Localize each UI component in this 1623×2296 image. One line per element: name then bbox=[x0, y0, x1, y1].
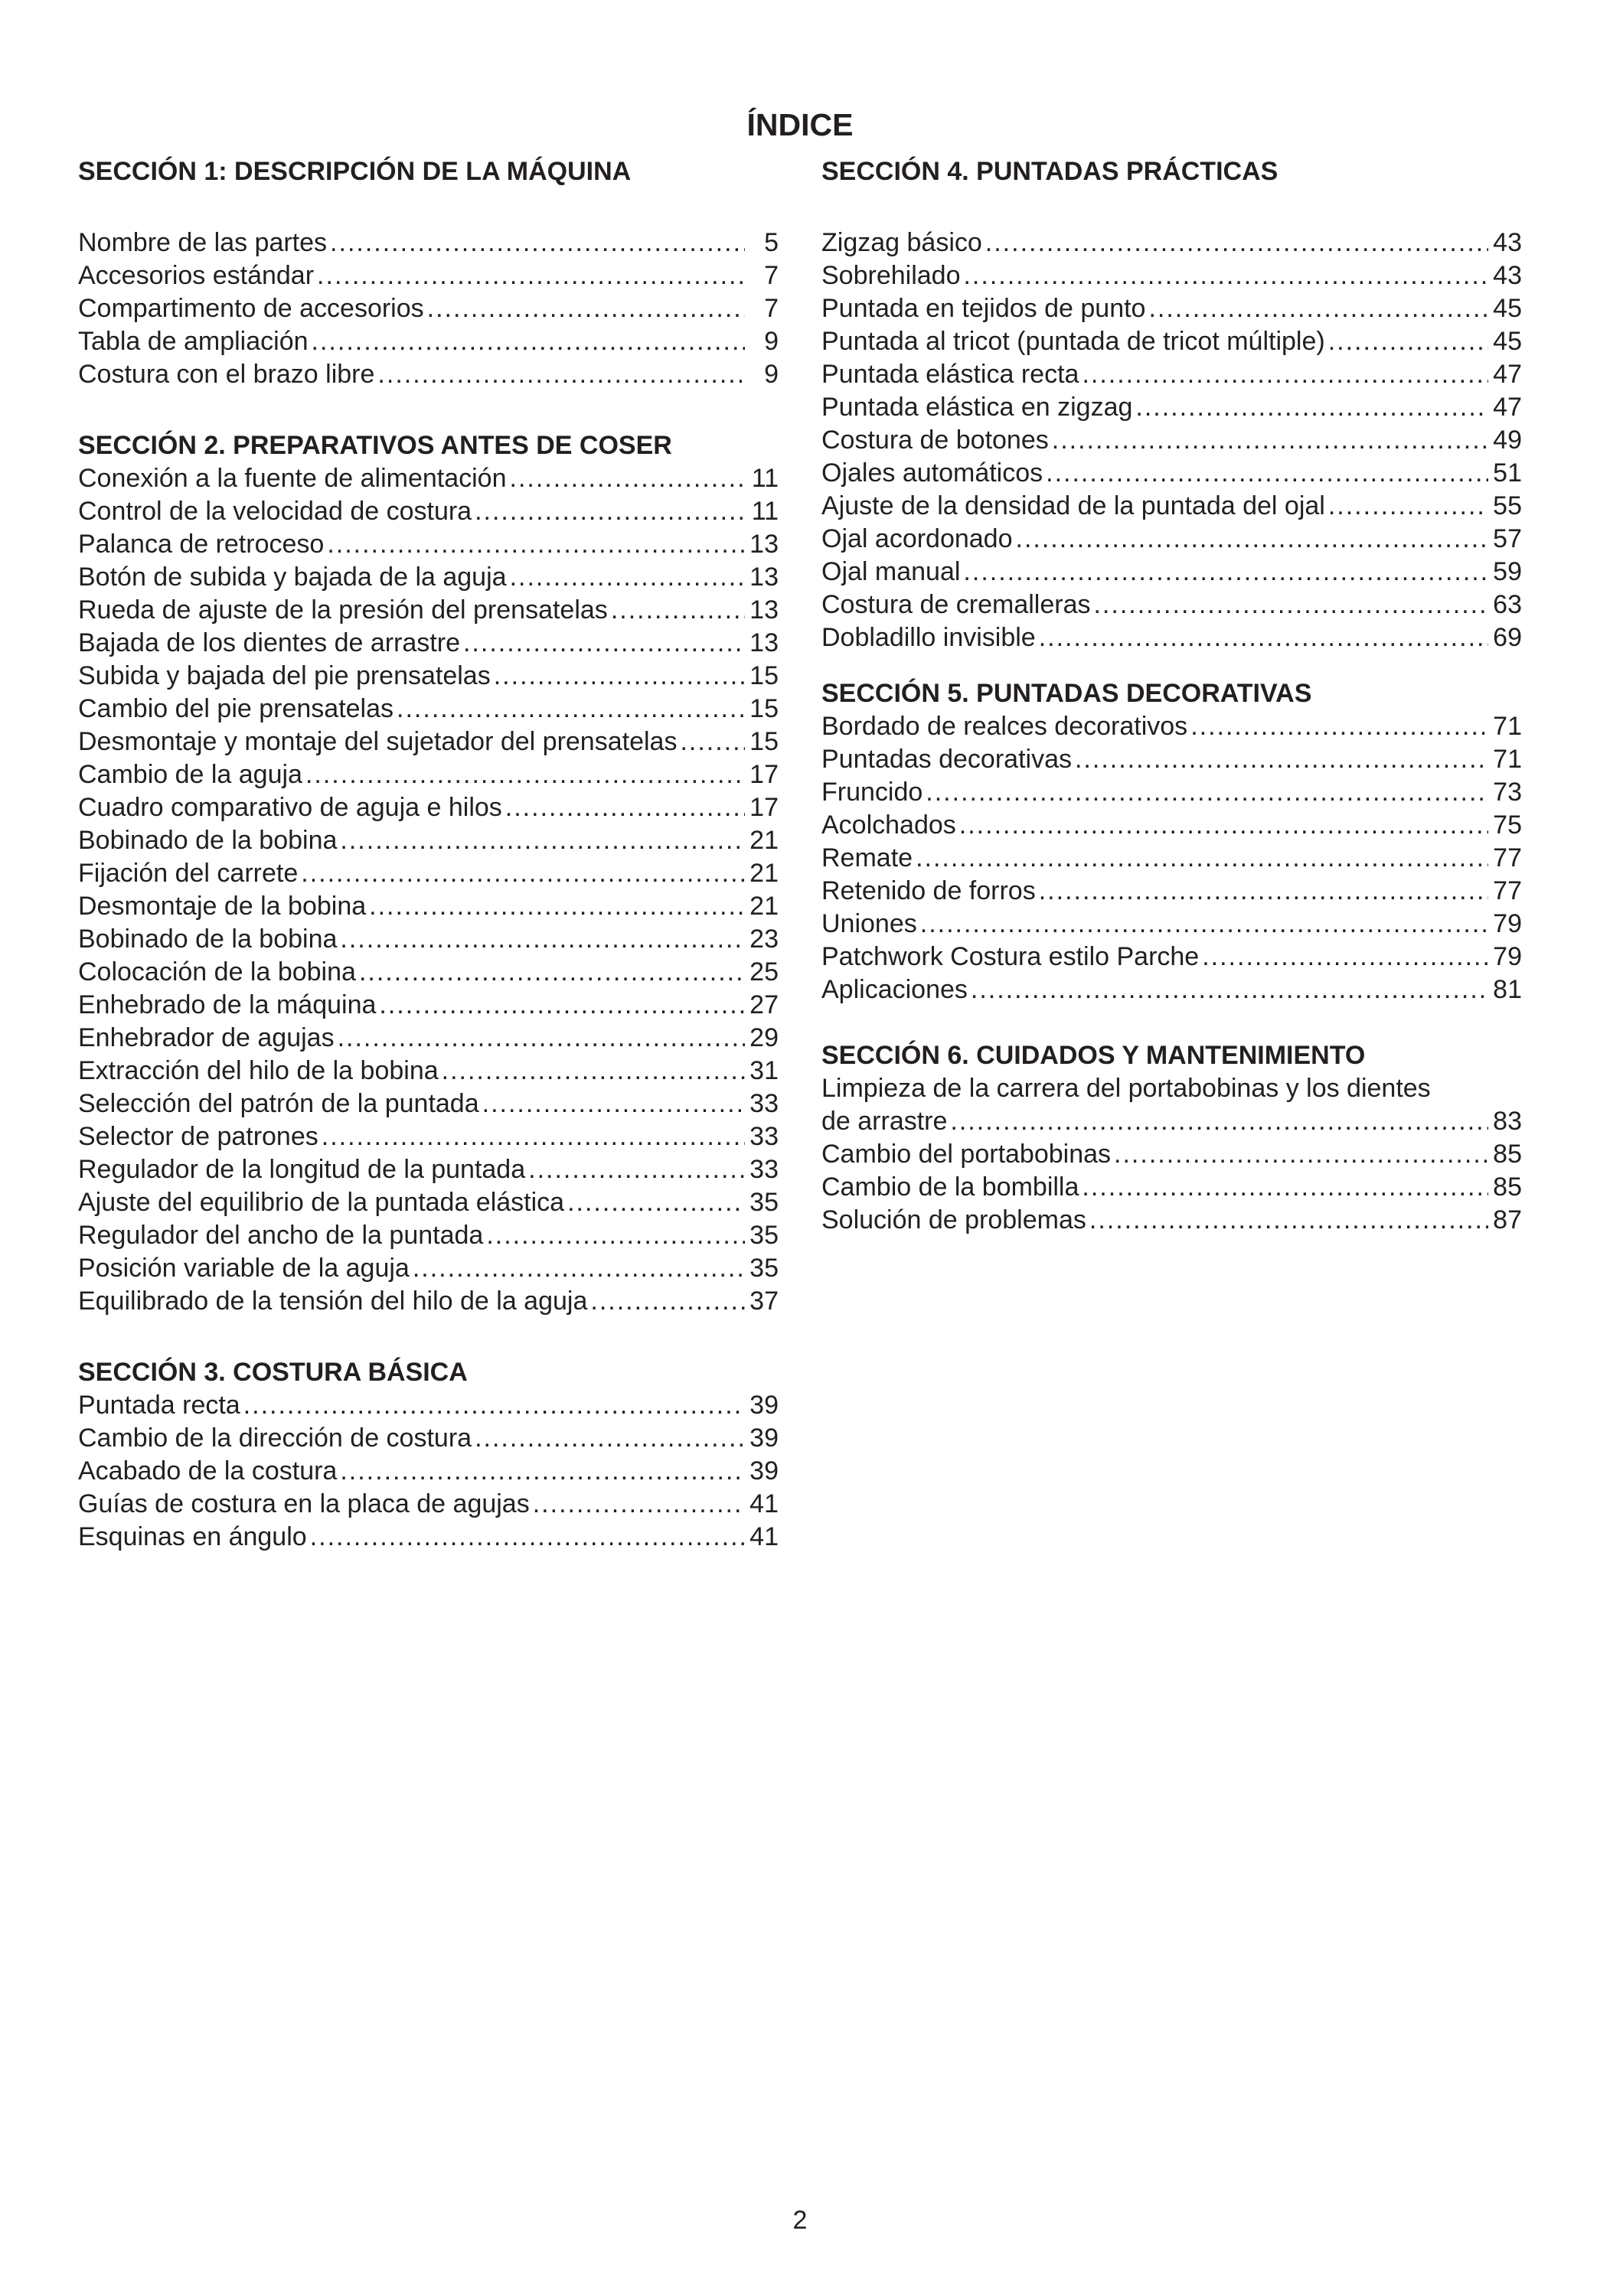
toc-entry-page: 17 bbox=[749, 760, 779, 789]
toc-entry-label: Dobladillo invisible bbox=[821, 623, 1036, 652]
toc-entry bbox=[821, 490, 1522, 523]
dot-leader bbox=[959, 809, 1488, 842]
toc-entry-label: Cuadro comparativo de aguja e hilos bbox=[78, 793, 502, 822]
toc-entry-label: Selección del patrón de la puntada bbox=[78, 1089, 479, 1118]
dot-leader bbox=[475, 495, 745, 528]
dot-leader bbox=[920, 908, 1488, 941]
dot-leader bbox=[305, 758, 745, 791]
toc-entry-page: 9 bbox=[764, 360, 779, 389]
toc-entry bbox=[821, 391, 1522, 424]
dot-leader bbox=[1039, 621, 1488, 654]
toc-entry bbox=[821, 457, 1522, 490]
toc-entry-page: 41 bbox=[749, 1522, 779, 1551]
toc-entry-page: 11 bbox=[751, 497, 779, 526]
toc-entry-page: 7 bbox=[764, 261, 779, 290]
toc-entry-label: Colocación de la bobina bbox=[78, 957, 356, 987]
toc-entry-label: Puntada al tricot (puntada de tricot múltiple) bbox=[821, 327, 1325, 356]
toc-entry-page: 41 bbox=[749, 1489, 779, 1518]
toc-entry bbox=[78, 923, 779, 956]
toc-entry-label: Compartimento de accesorios bbox=[78, 294, 424, 323]
dot-leader bbox=[317, 259, 745, 292]
toc-entry bbox=[78, 1055, 779, 1088]
toc-entry-label: Ojales automáticos bbox=[821, 458, 1043, 488]
toc-entry-page: 45 bbox=[1493, 294, 1522, 323]
toc-entry-page: 45 bbox=[1493, 327, 1522, 356]
toc-entry bbox=[821, 875, 1522, 908]
toc-entry-label: Esquinas en ángulo bbox=[78, 1522, 307, 1551]
toc-column-left bbox=[78, 155, 779, 1554]
dot-leader bbox=[1082, 358, 1488, 391]
toc-list bbox=[78, 1389, 779, 1554]
dot-leader bbox=[1075, 743, 1488, 776]
section-heading: SECCIÓN 2. PREPARATIVOS ANTES DE COSER bbox=[78, 431, 672, 460]
toc-entry-page: 33 bbox=[749, 1122, 779, 1151]
dot-leader bbox=[533, 1488, 745, 1521]
toc-entry bbox=[821, 424, 1522, 457]
toc-entry-page: 13 bbox=[749, 530, 779, 559]
toc-list bbox=[821, 1105, 1522, 1237]
toc-entry-page: 27 bbox=[749, 990, 779, 1019]
dot-leader bbox=[985, 227, 1488, 259]
toc-entry-page: 75 bbox=[1493, 810, 1522, 840]
dot-leader bbox=[486, 1219, 745, 1252]
dot-leader bbox=[301, 857, 745, 890]
toc-entry-page: 77 bbox=[1493, 843, 1522, 872]
toc-entry-label: Acabado de la costura bbox=[78, 1456, 338, 1486]
toc-entry-label: Control de la velocidad de costura bbox=[78, 497, 472, 526]
toc-entry-page: 21 bbox=[749, 892, 779, 921]
toc-entry-page: 35 bbox=[749, 1188, 779, 1217]
toc-entry-page: 85 bbox=[1493, 1172, 1522, 1202]
toc-entry-page: 79 bbox=[1493, 909, 1522, 938]
toc-entry bbox=[78, 956, 779, 989]
toc-entry-page: 63 bbox=[1493, 590, 1522, 619]
toc-entry-label: Retenido de forros bbox=[821, 876, 1036, 905]
toc-entry-label: Puntada recta bbox=[78, 1391, 240, 1420]
dot-leader bbox=[528, 1153, 745, 1186]
toc-entry bbox=[78, 227, 779, 259]
toc-entry bbox=[821, 523, 1522, 556]
toc-entry bbox=[78, 890, 779, 923]
toc-entry-label: Patchwork Costura estilo Parche bbox=[821, 942, 1200, 971]
dot-leader bbox=[567, 1186, 745, 1219]
toc-entry bbox=[78, 693, 779, 726]
dot-leader bbox=[463, 627, 745, 660]
toc-entry bbox=[78, 1389, 779, 1422]
toc-entry-page: 49 bbox=[1493, 426, 1522, 455]
toc-entry-page: 15 bbox=[749, 694, 779, 723]
toc-entry-page: 59 bbox=[1493, 557, 1522, 586]
toc-entry-label: Subida y bajada del pie prensatelas bbox=[78, 661, 491, 690]
toc-entry-label: Ajuste del equilibrio de la puntada elástica bbox=[78, 1188, 565, 1217]
dot-leader bbox=[505, 791, 745, 824]
toc-entry-page: 51 bbox=[1493, 458, 1522, 488]
toc-entry bbox=[78, 358, 779, 391]
dot-leader bbox=[1016, 523, 1488, 556]
dot-leader bbox=[379, 989, 745, 1022]
dot-leader bbox=[312, 325, 745, 358]
toc-entry-page: 15 bbox=[749, 727, 779, 756]
toc-entry-page: 55 bbox=[1493, 491, 1522, 520]
dot-leader bbox=[377, 358, 745, 391]
toc-entry-label: Desmontaje de la bobina bbox=[78, 892, 367, 921]
toc-list bbox=[78, 462, 779, 1318]
toc-entry bbox=[821, 259, 1522, 292]
dot-leader bbox=[1114, 1138, 1488, 1171]
dot-leader bbox=[1093, 589, 1488, 621]
toc-entry bbox=[821, 908, 1522, 941]
dot-leader bbox=[950, 1105, 1488, 1138]
dot-leader bbox=[330, 227, 745, 259]
toc-entry bbox=[78, 1422, 779, 1455]
toc-entry bbox=[821, 292, 1522, 325]
toc-entry bbox=[78, 1488, 779, 1521]
dot-leader bbox=[510, 561, 745, 594]
toc-entry bbox=[78, 857, 779, 890]
toc-entry-page: 39 bbox=[749, 1456, 779, 1486]
toc-entry-label: Enhebrado de la máquina bbox=[78, 990, 377, 1019]
toc-entry-label: Acolchados bbox=[821, 810, 956, 840]
toc-entry-label: Cambio de la aguja bbox=[78, 760, 302, 789]
dot-leader bbox=[482, 1088, 745, 1120]
toc-entry-label: Puntada elástica recta bbox=[821, 360, 1079, 389]
toc-entry bbox=[821, 621, 1522, 654]
toc-entry-page: 39 bbox=[749, 1391, 779, 1420]
toc-entry-label: Zigzag básico bbox=[821, 228, 982, 257]
toc-entry bbox=[821, 1204, 1522, 1237]
toc-entry bbox=[821, 974, 1522, 1006]
toc-entry-page: 57 bbox=[1493, 524, 1522, 553]
dot-leader bbox=[1046, 457, 1488, 490]
dot-leader bbox=[338, 1022, 745, 1055]
toc-entry bbox=[821, 589, 1522, 621]
dot-leader bbox=[413, 1252, 745, 1285]
toc-entry-label: Selector de patrones bbox=[78, 1122, 318, 1151]
dot-leader bbox=[510, 462, 746, 495]
dot-leader bbox=[963, 556, 1488, 589]
dot-leader bbox=[1328, 490, 1488, 523]
toc-entry bbox=[78, 1455, 779, 1488]
toc-entry-label: Extracción del hilo de la bobina bbox=[78, 1056, 439, 1085]
section-heading: SECCIÓN 5. PUNTADAS DECORATIVAS bbox=[821, 679, 1312, 708]
toc-entry-label: Nombre de las partes bbox=[78, 228, 328, 257]
toc-entry bbox=[78, 791, 779, 824]
toc-entry-page: 17 bbox=[749, 793, 779, 822]
toc-entry-label: Puntadas decorativas bbox=[821, 745, 1072, 774]
section-heading: SECCIÓN 3. COSTURA BÁSICA bbox=[78, 1358, 468, 1387]
toc-entry bbox=[78, 1521, 779, 1554]
toc-entry bbox=[78, 1285, 779, 1318]
toc-entry-page: 71 bbox=[1493, 745, 1522, 774]
dot-leader bbox=[359, 956, 745, 989]
toc-entry bbox=[78, 660, 779, 693]
dot-leader bbox=[611, 594, 745, 627]
toc-entry-label: Fijación del carrete bbox=[78, 859, 299, 888]
toc-entry bbox=[821, 710, 1522, 743]
dot-leader bbox=[963, 259, 1488, 292]
toc-entry bbox=[78, 1088, 779, 1120]
dot-leader bbox=[340, 923, 745, 956]
dot-leader bbox=[1039, 875, 1488, 908]
toc-entry-page: 9 bbox=[764, 327, 779, 356]
toc-entry-page: 43 bbox=[1493, 228, 1522, 257]
toc-entry bbox=[821, 1105, 1522, 1138]
toc-list bbox=[821, 710, 1522, 1006]
dot-leader bbox=[322, 1120, 745, 1153]
toc-entry-label: Solución de problemas bbox=[821, 1205, 1086, 1234]
toc-entry-label: Cambio de la dirección de costura bbox=[78, 1424, 472, 1453]
dot-leader bbox=[916, 842, 1488, 875]
toc-entry bbox=[821, 842, 1522, 875]
toc-entry bbox=[78, 594, 779, 627]
dot-leader bbox=[494, 660, 745, 693]
toc-entry-label: Cambio del portabobinas bbox=[821, 1140, 1112, 1169]
toc-entry-label: de arrastre bbox=[821, 1107, 948, 1136]
toc-entry-label: Guías de costura en la placa de agujas bbox=[78, 1489, 530, 1518]
dot-leader bbox=[475, 1422, 745, 1455]
toc-entry-page: 33 bbox=[749, 1089, 779, 1118]
toc-entry bbox=[821, 358, 1522, 391]
toc-entry bbox=[78, 528, 779, 561]
toc-entry-page: 83 bbox=[1493, 1107, 1522, 1136]
toc-entry bbox=[78, 627, 779, 660]
toc-entry-label: Cambio de la bombilla bbox=[821, 1172, 1079, 1202]
section-heading: SECCIÓN 1: DESCRIPCIÓN DE LA MÁQUINA bbox=[78, 157, 632, 186]
toc-entry-page: 47 bbox=[1493, 360, 1522, 389]
dot-leader bbox=[397, 693, 745, 726]
toc-entry bbox=[78, 989, 779, 1022]
dot-leader bbox=[1328, 325, 1488, 358]
toc-entry-page: 23 bbox=[749, 925, 779, 954]
toc-entry-label: Sobrehilado bbox=[821, 261, 961, 290]
toc-entry-label: Bajada de los dientes de arrastre bbox=[78, 628, 460, 657]
toc-list bbox=[821, 227, 1522, 654]
toc-entry-page: 21 bbox=[749, 826, 779, 855]
toc-entry-page: 7 bbox=[764, 294, 779, 323]
toc-entry bbox=[78, 1153, 779, 1186]
toc-entry bbox=[821, 941, 1522, 974]
toc-entry bbox=[821, 325, 1522, 358]
toc-entry bbox=[78, 561, 779, 594]
toc-entry-label: Costura con el brazo libre bbox=[78, 360, 375, 389]
toc-entry bbox=[821, 556, 1522, 589]
dot-leader bbox=[340, 824, 745, 857]
toc-entry bbox=[821, 776, 1522, 809]
toc-entry-page: 79 bbox=[1493, 942, 1522, 971]
toc-entry-page: 35 bbox=[749, 1254, 779, 1283]
toc-entry-page: 71 bbox=[1493, 712, 1522, 741]
toc-entry bbox=[78, 292, 779, 325]
toc-entry-label: Posición variable de la aguja bbox=[78, 1254, 410, 1283]
toc-entry-label: Enhebrador de agujas bbox=[78, 1023, 335, 1052]
toc-entry-page: 87 bbox=[1493, 1205, 1522, 1234]
section-heading: SECCIÓN 4. PUNTADAS PRÁCTICAS bbox=[821, 157, 1278, 186]
toc-entry bbox=[821, 227, 1522, 259]
dot-leader bbox=[1089, 1204, 1488, 1237]
toc-entry-page: 13 bbox=[749, 595, 779, 625]
section-heading: SECCIÓN 6. CUIDADOS Y MANTENIMIENTO bbox=[821, 1041, 1366, 1070]
toc-entry-page: 11 bbox=[751, 464, 779, 493]
page-title: ÍNDICE bbox=[746, 107, 854, 142]
toc-entry-page: 15 bbox=[749, 661, 779, 690]
dot-leader bbox=[369, 890, 745, 923]
toc-entry-page: 77 bbox=[1493, 876, 1522, 905]
toc-entry bbox=[78, 758, 779, 791]
toc-entry-page: 5 bbox=[764, 228, 779, 257]
toc-entry-label: Desmontaje y montaje del sujetador del prensatelas bbox=[78, 727, 678, 756]
toc-entry-label: Conexión a la fuente de alimentación bbox=[78, 464, 507, 493]
toc-entry-label: Bobinado de la bobina bbox=[78, 826, 338, 855]
toc-entry-page: 37 bbox=[749, 1287, 779, 1316]
toc-entry-page: 43 bbox=[1493, 261, 1522, 290]
toc-entry bbox=[78, 1252, 779, 1285]
toc-entry-page: 35 bbox=[749, 1221, 779, 1250]
dot-leader bbox=[926, 776, 1488, 809]
toc-entry-label: Puntada en tejidos de punto bbox=[821, 294, 1146, 323]
toc-list bbox=[78, 227, 779, 391]
dot-leader bbox=[310, 1521, 745, 1554]
dot-leader bbox=[1202, 941, 1488, 974]
toc-entry-page: 31 bbox=[749, 1056, 779, 1085]
toc-entry-label: Bobinado de la bobina bbox=[78, 925, 338, 954]
dot-leader bbox=[1148, 292, 1488, 325]
toc-entry bbox=[78, 259, 779, 292]
toc-entry-label: Rueda de ajuste de la presión del prensatelas bbox=[78, 595, 608, 625]
toc-entry bbox=[78, 1022, 779, 1055]
toc-entry-page: 81 bbox=[1493, 975, 1522, 1004]
dot-leader bbox=[1082, 1171, 1488, 1204]
toc-entry-label: Costura de botones bbox=[821, 426, 1049, 455]
toc-entry bbox=[78, 325, 779, 358]
toc-entry-label: Ojal manual bbox=[821, 557, 961, 586]
toc-entry bbox=[821, 1171, 1522, 1204]
dot-leader bbox=[327, 528, 745, 561]
toc-column-right bbox=[821, 155, 1522, 1237]
dot-leader bbox=[590, 1285, 745, 1318]
toc-entry-text: Limpieza de la carrera del portabobinas y los dientes bbox=[821, 1074, 1431, 1103]
toc-entry-page: 39 bbox=[749, 1424, 779, 1453]
toc-entry-label: Remate bbox=[821, 843, 913, 872]
toc-entry-page: 73 bbox=[1493, 778, 1522, 807]
toc-entry-label: Tabla de ampliación bbox=[78, 327, 309, 356]
toc-entry-page: 47 bbox=[1493, 393, 1522, 422]
toc-entry-label: Cambio del pie prensatelas bbox=[78, 694, 394, 723]
toc-entry-label: Regulador del ancho de la puntada bbox=[78, 1221, 484, 1250]
toc-entry-page: 13 bbox=[749, 628, 779, 657]
dot-leader bbox=[1135, 391, 1488, 424]
toc-entry-label: Equilibrado de la tensión del hilo de la aguja bbox=[78, 1287, 588, 1316]
toc-entry bbox=[78, 1219, 779, 1252]
dot-leader bbox=[243, 1389, 745, 1422]
dot-leader bbox=[427, 292, 745, 325]
toc-entry-label: Palanca de retroceso bbox=[78, 530, 325, 559]
toc-entry bbox=[821, 1138, 1522, 1171]
toc-entry-label: Fruncido bbox=[821, 778, 923, 807]
toc-entry-label: Puntada elástica en zigzag bbox=[821, 393, 1133, 422]
toc-entry-label: Ajuste de la densidad de la puntada del ojal bbox=[821, 491, 1325, 520]
toc-entry-page: 69 bbox=[1493, 623, 1522, 652]
dot-leader bbox=[1190, 710, 1488, 743]
toc-entry-label: Costura de cremalleras bbox=[821, 590, 1091, 619]
page-number: 2 bbox=[792, 2206, 808, 2235]
toc-entry-label: Regulador de la longitud de la puntada bbox=[78, 1155, 526, 1184]
toc-entry bbox=[78, 824, 779, 857]
dot-leader bbox=[340, 1455, 745, 1488]
toc-entry bbox=[78, 1120, 779, 1153]
dot-leader bbox=[1052, 424, 1488, 457]
toc-entry-page: 29 bbox=[749, 1023, 779, 1052]
toc-entry-page: 25 bbox=[749, 957, 779, 987]
toc-entry bbox=[821, 809, 1522, 842]
toc-entry bbox=[78, 495, 779, 528]
toc-entry-page: 85 bbox=[1493, 1140, 1522, 1169]
toc-entry-label: Botón de subida y bajada de la aguja bbox=[78, 563, 507, 592]
toc-entry-page: 33 bbox=[749, 1155, 779, 1184]
toc-entry-label: Bordado de realces decorativos bbox=[821, 712, 1188, 741]
toc-entry-page: 13 bbox=[749, 563, 779, 592]
toc-entry bbox=[821, 743, 1522, 776]
toc-entry bbox=[78, 462, 779, 495]
toc-entry bbox=[78, 726, 779, 758]
dot-leader bbox=[680, 726, 745, 758]
toc-entry bbox=[78, 1186, 779, 1219]
dot-leader bbox=[442, 1055, 745, 1088]
toc-entry-label: Ojal acordonado bbox=[821, 524, 1013, 553]
dot-leader bbox=[971, 974, 1488, 1006]
toc-entry-label: Aplicaciones bbox=[821, 975, 968, 1004]
toc-entry-label: Uniones bbox=[821, 909, 917, 938]
toc-entry-page: 21 bbox=[749, 859, 779, 888]
toc-entry-label: Accesorios estándar bbox=[78, 261, 315, 290]
